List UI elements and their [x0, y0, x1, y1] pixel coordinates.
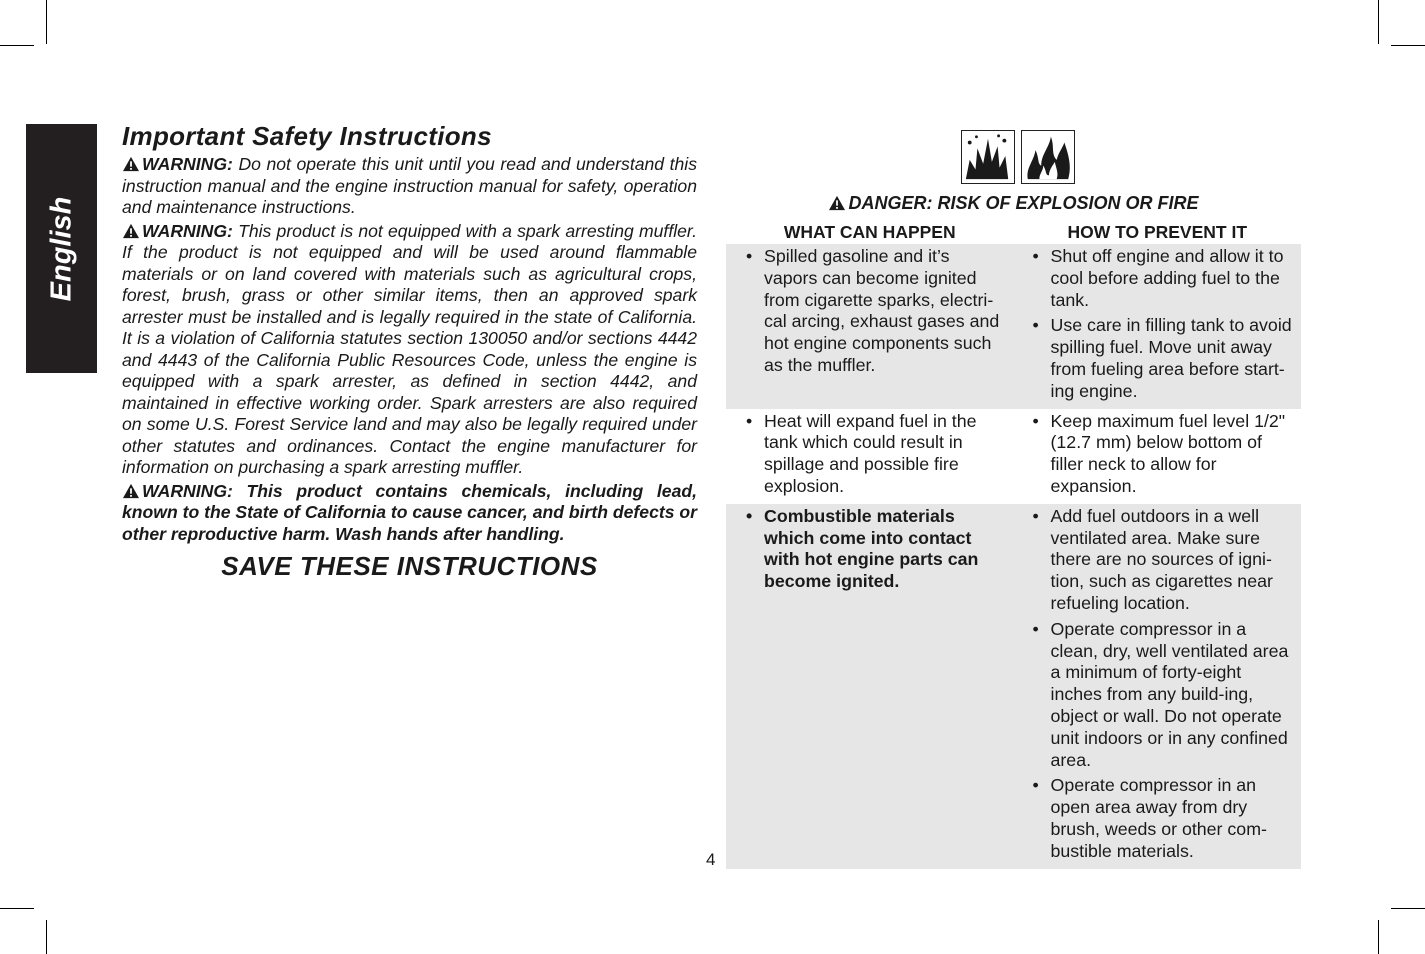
crop-mark — [46, 0, 47, 44]
column-header: WHAT CAN HAPPEN — [783, 222, 956, 242]
crop-mark — [46, 920, 47, 954]
how-to-prevent-cell — [1014, 504, 1302, 869]
crop-mark — [0, 45, 34, 46]
list-item: • Shut off engine and allow it to cool before adding fuel to the tank. — [1033, 246, 1296, 311]
list-item: • Add fuel outdoors in a well ventilated area. Make sure there are no sources of igni-tion, such as cigarettes near refueling location. — [1033, 506, 1296, 615]
warning-text: This product contains chemicals, including lead, known to the State of California to cause cancer, and birth defects or other reproductive harm. Wash hands after handling. — [122, 480, 697, 544]
warning-paragraph-2 — [122, 221, 697, 479]
warning-triangle-icon — [122, 483, 140, 499]
crop-mark — [1378, 920, 1379, 954]
list-item: • Use care in filling tank to avoid spilling fuel. Move unit away from fueling area before start-ing engine. — [1033, 315, 1296, 402]
warning-paragraph-3 — [122, 481, 697, 546]
crop-mark — [1378, 0, 1379, 44]
warning-lead: WARNING: — [142, 220, 233, 241]
list-item: • Spilled gasoline and it’s vapors can become ignited from cigarette sparks, electri-cal arcing, exhaust gases and hot engine components such as the muffler. — [746, 246, 1008, 377]
column-header: HOW TO PREVENT IT — [1067, 222, 1248, 242]
what-can-happen-cell — [726, 409, 1014, 504]
list-item: • Operate compressor in an open area away from dry brush, weeds or other com-bustible materials. — [1033, 775, 1296, 862]
warning-lead: WARNING: — [142, 154, 233, 174]
warning-text: Do not operate this unit until you read and understand this instruction manual and the engine instruction manual for safety, operation and maintenance instructions. — [122, 154, 697, 217]
crop-mark — [0, 908, 34, 909]
danger-heading — [726, 193, 1301, 214]
table-header — [726, 220, 1301, 244]
what-can-happen-cell — [726, 504, 1014, 869]
hazard-icons — [961, 130, 1075, 184]
fire-icon — [1021, 130, 1075, 184]
list-item: • Keep maximum fuel level 1/2" (12.7 mm) below bottom of filler neck to allow for expansion. — [1033, 411, 1296, 498]
table-row — [726, 244, 1301, 409]
table-row — [726, 409, 1301, 504]
save-instructions-heading: SAVE THESE INSTRUCTIONS — [221, 551, 598, 581]
table-row — [726, 504, 1301, 869]
danger-heading-text: DANGER: RISK OF EXPLOSION OR FIRE — [848, 193, 1199, 213]
explosion-icon — [961, 130, 1015, 184]
language-tab-label: English — [45, 196, 77, 301]
warning-triangle-icon — [122, 223, 140, 239]
language-tab — [26, 124, 97, 373]
crop-mark — [1391, 45, 1425, 46]
how-to-prevent-cell — [1014, 409, 1302, 504]
how-to-prevent-cell — [1014, 244, 1302, 409]
warning-text: This product is not equipped with a spark arresting muffler. If the product is not equipped and will be used around flammable materials or on land covered with materials such as agricultural crops, forest, brush, grass or other similar items, then an approved spark arrester must be installed and is legally required in the state of California. It is a violation of California statutes section 130050 and/or sections 4442 and 4443 of the California Public Resources Code, unless the engine is equipped with a spark arrester, as defined in section 4442, and maintained in effective working order. Spark arresters are also required on some U.S. Forest Service land and may also be legally required under other statutes and ordinances. Contact the engine manufacturer for information on purchasing a spark arresting muffler. — [122, 220, 697, 477]
list-item: • Heat will expand fuel in the tank which could result in spillage and possible fire explosion. — [746, 411, 1008, 498]
crop-mark — [1391, 908, 1425, 909]
list-item: • Combustible materials which come into contact with hot engine parts can become ignited. — [746, 506, 1008, 593]
warning-lead: WARNING: — [142, 480, 233, 501]
warning-triangle-icon — [828, 195, 846, 211]
safety-instructions-column — [122, 120, 697, 582]
list-item: • Operate compressor in a clean, dry, well ventilated area a minimum of forty-eight inches from any build-ing, object or wall. Do not operate unit indoors or in any confined area. — [1033, 619, 1296, 772]
hazard-table — [726, 220, 1301, 869]
page-number: 4 — [706, 850, 716, 869]
page-title: Important Safety Instructions — [122, 121, 492, 151]
what-can-happen-cell — [726, 244, 1014, 409]
warning-paragraph-1 — [122, 154, 697, 219]
warning-triangle-icon — [122, 156, 140, 172]
